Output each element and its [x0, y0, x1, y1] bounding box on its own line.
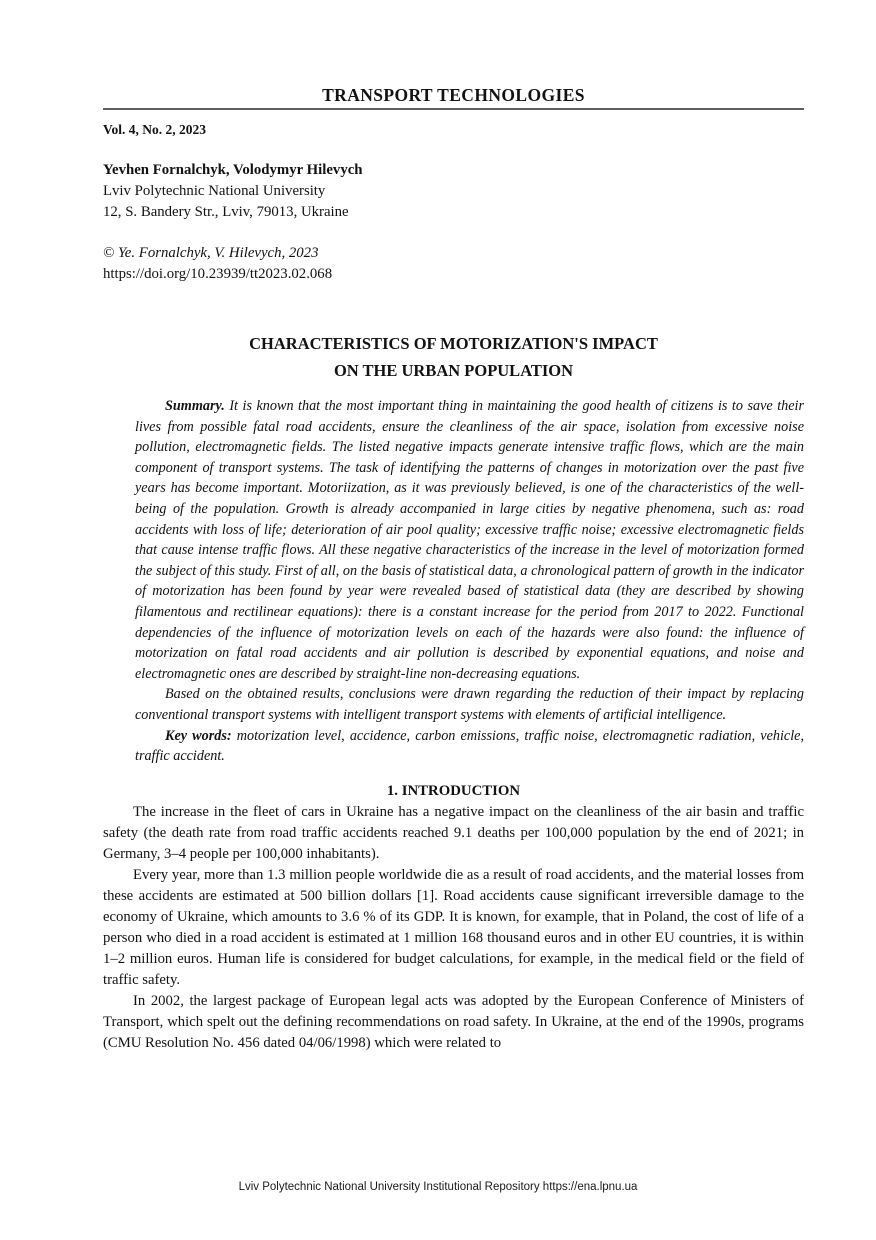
- copyright-block: [103, 243, 804, 285]
- abstract-paragraph: [135, 396, 804, 684]
- paper-title: [103, 330, 804, 384]
- repository-footer: Lviv Polytechnic National University Institutional Repository https://ena.lpnu.ua: [238, 1181, 638, 1193]
- summary-label: Summary.: [165, 398, 225, 414]
- authors: Yevhen Fornalchyk, Volodymyr Hilevych: [103, 162, 363, 178]
- affiliation: Lviv Polytechnic National University: [103, 183, 326, 199]
- section-heading-introduction: 1. INTRODUCTION: [386, 782, 521, 799]
- abstract-text: It is known that the most important thing in maintaining the good health of citizens is to save their lives from possible fatal road accidents, ensure the cleanliness of the air space, isolation from excessive noise pollution, electromagnetic fields. The listed negative impacts generate intensive traffic flows, which are the main component of transport systems. The task of identifying the patterns of changes in motorization over the past five years has become important. Motoriization, as it was previously believed, is one of the characteristics of the well-being of the population. Growth is already accompanied in large cities by negative phenomena, such as: road accidents with loss of life; deterioration of air pool quality; excessive traffic noise; excessive electromagnetic fields that cause intense traffic flows. All these negative characteristics of the increase in the level of motorization formed the subject of this study. First of all, on the basis of statistical data, a chronological pattern of growth in the indicator of motorization has been found by year were revealed based of statistical data (they are described by showing filamentous and rectilinear equations): there is a constant increase for the period from 2017 to 2022. Functional dependencies of the influence of motorization levels on each of the hazards were also found: the influence of motorization on fatal road accidents and air pollution is described by exponential equations, and noise and electromagnetic ones are described by straight-line non-decreasing equations.: [135, 398, 805, 682]
- copyright-line: © Ye. Fornalchyk, V. Hilevych, 2023: [103, 245, 319, 261]
- paper-title-line2: ON THE URBAN POPULATION: [333, 361, 574, 380]
- issue-line: Vol. 4, No. 2, 2023: [103, 122, 207, 137]
- intro-paragraph-1: The increase in the fleet of cars in Ukraine has a negative impact on the cleanliness of the air basin and traffic safety (the death rate from road traffic accidents reached 9.1 deaths per 100,000 population by the end of 2021; in Germany, 3–4 people per 100,000 inhabitants).: [103, 803, 804, 862]
- abstract-conclusion: Based on the obtained results, conclusions were drawn regarding the reduction of their impact by replacing conventional transport systems with intelligent transport systems with elements of artificial intelligence.: [135, 686, 804, 723]
- abstract: [135, 396, 804, 767]
- paper-title-line1: CHARACTERISTICS OF MOTORIZATION'S IMPACT: [249, 334, 658, 353]
- page-content: [103, 0, 804, 1054]
- keywords-paragraph: [135, 726, 804, 767]
- intro-paragraph-3: In 2002, the largest package of European legal acts was adopted by the European Conference of Ministers of Transport, which spelt out the defining recommendations on road safety. In Ukraine, at the end of the 1990s, programs (CMU Resolution No. 456 dated 04/06/1998) which were related to: [103, 992, 804, 1051]
- doi-link: https://doi.org/10.23939/tt2023.02.068: [103, 266, 333, 282]
- journal-title: TRANSPORT TECHNOLOGIES: [322, 85, 585, 105]
- address: 12, S. Bandery Str., Lviv, 79013, Ukraine: [103, 204, 349, 220]
- keywords-label: Key words:: [165, 727, 232, 744]
- intro-paragraph-2: Every year, more than 1.3 million people worldwide die as a result of road accidents, and the material losses from these accidents are estimated at 500 billion dollars [1]. Road accidents cause significant irreversible damage to the economy of Ukraine, which amounts to 3.6 % of its GDP. It is known, for example, that in Poland, the cost of life of a person who died in a road accident is estimated at 1 million 168 thousand euros and in other EU countries, it is within 1–2 million euros. Human life is considered for budget calculations, for example, in the medical field or the field of traffic safety.: [103, 866, 804, 988]
- keywords-text: motorization level, accidence, carbon emissions, traffic noise, electromagnetic radiation, vehicle, traffic accident.: [135, 727, 804, 765]
- header-rule: [103, 108, 804, 110]
- authors-block: [103, 160, 804, 223]
